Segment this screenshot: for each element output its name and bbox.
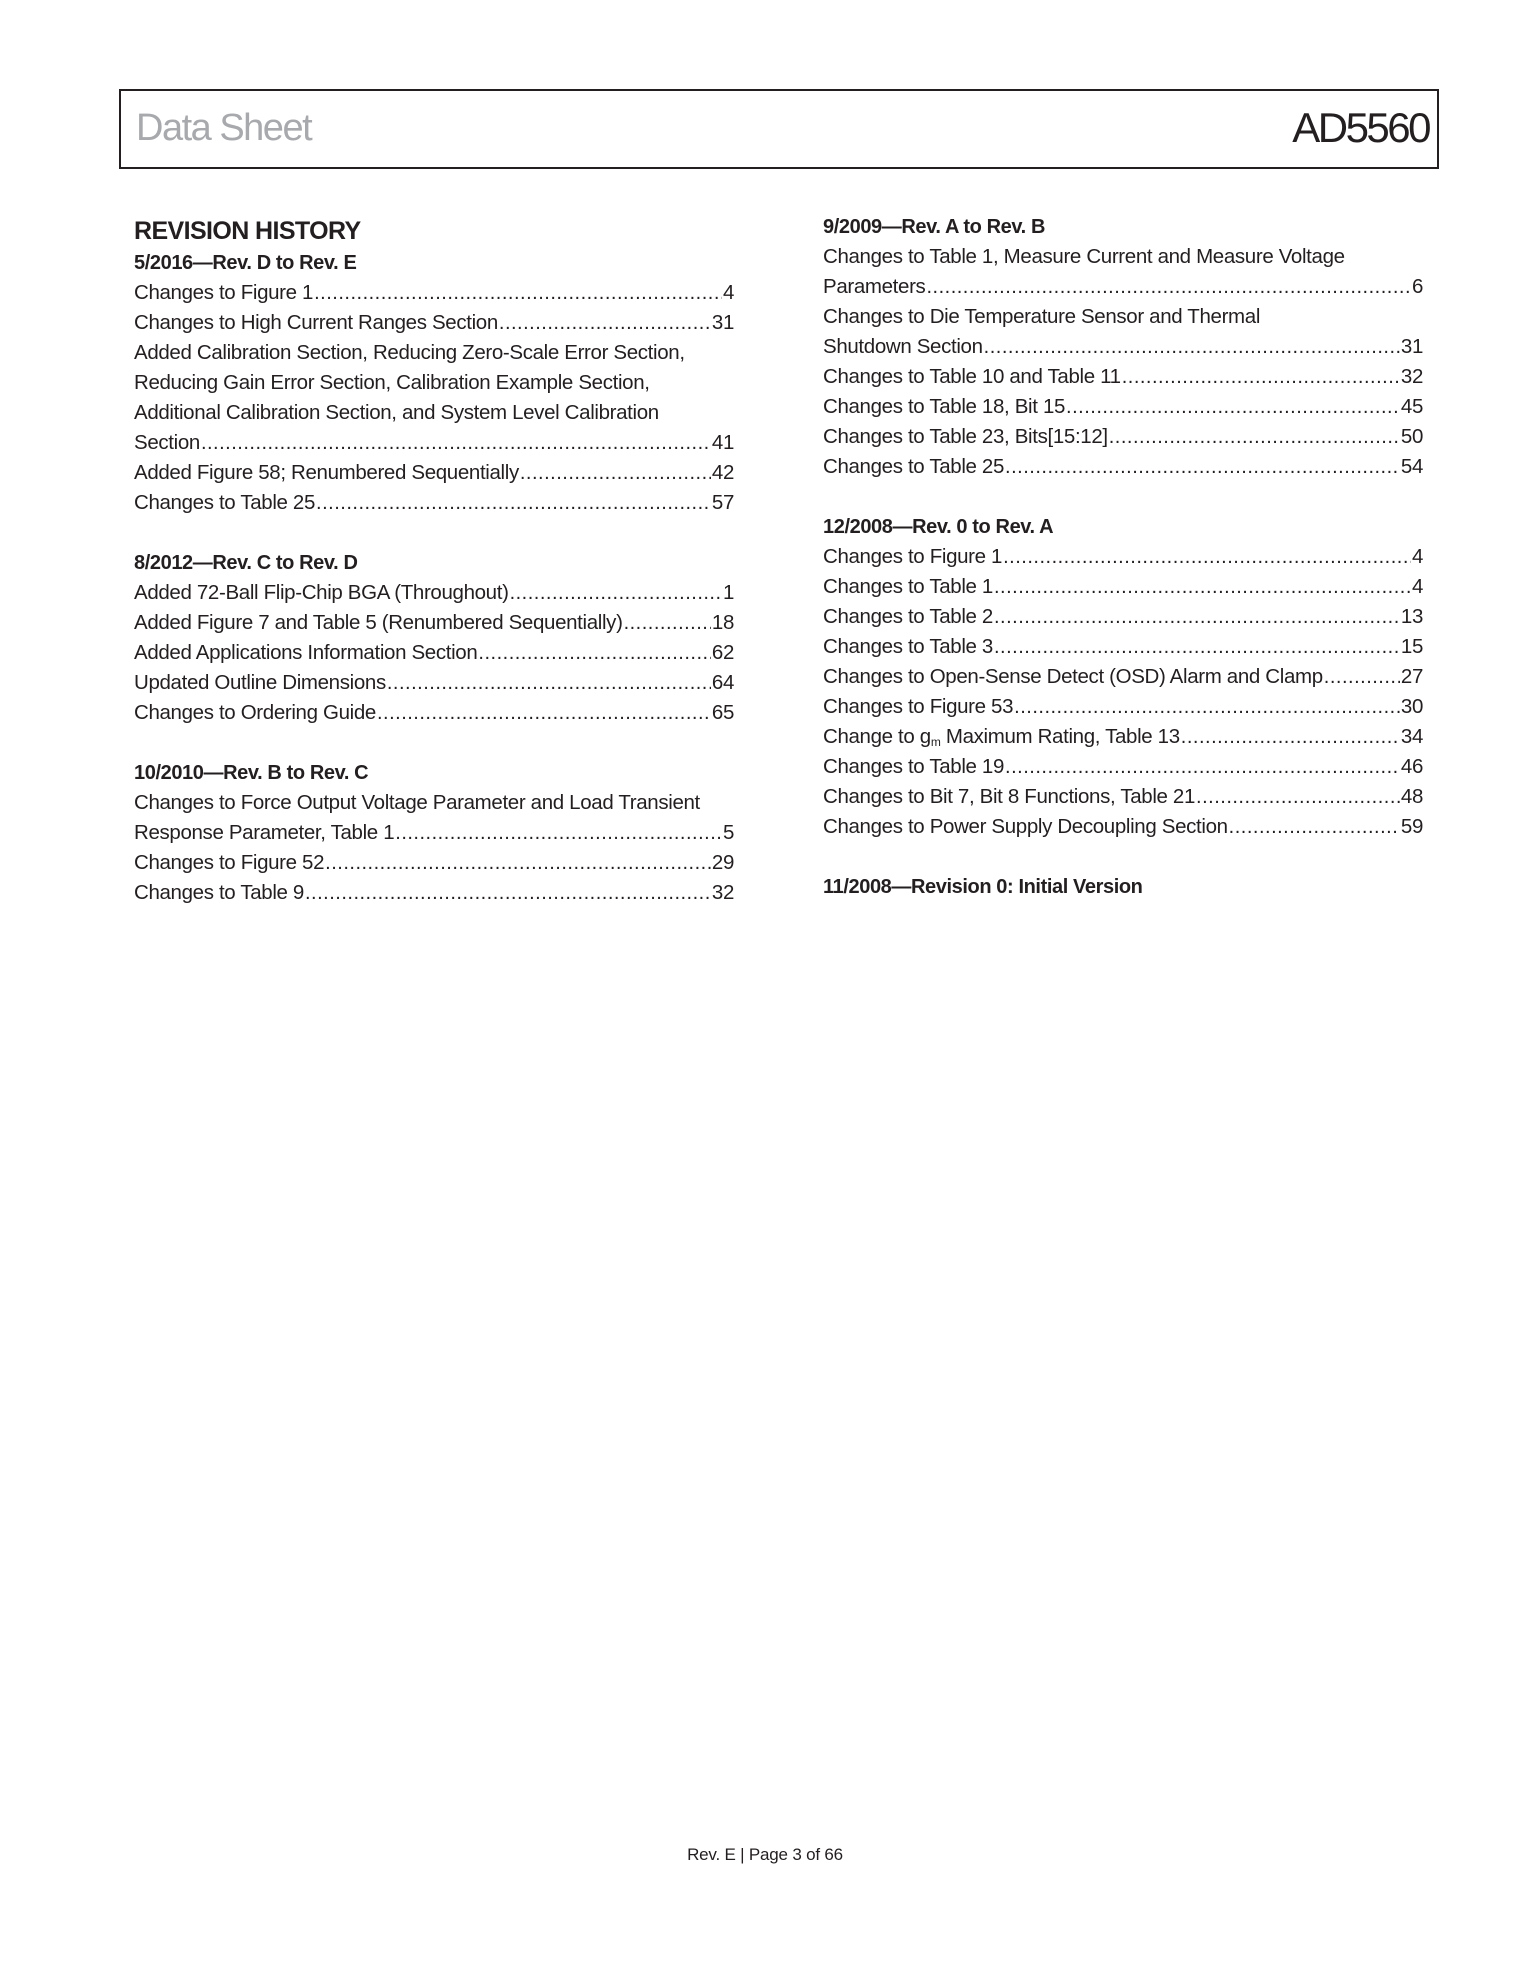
revision-entry xyxy=(134,698,734,728)
page-number: 62 xyxy=(711,641,734,664)
entry-leader-line xyxy=(134,698,734,728)
page-footer: Rev. E | Page 3 of 66 xyxy=(687,1845,843,1864)
revision-entry xyxy=(134,488,734,518)
revision-entry xyxy=(823,602,1423,632)
entry-leader-line xyxy=(823,452,1423,482)
revision-entry xyxy=(823,392,1423,422)
dot-leader xyxy=(478,638,710,668)
section-gap xyxy=(134,728,734,758)
page-number: 42 xyxy=(711,461,734,484)
entry-leader-line xyxy=(823,392,1423,422)
section-title: REVISION HISTORY xyxy=(134,217,361,245)
entry-leader-line xyxy=(134,428,734,458)
entry-description-text: Changes to Table 23, Bits[15:12] xyxy=(823,425,1108,448)
entry-description-text: Changes to Table 18, Bit 15 xyxy=(823,395,1066,418)
revision-heading: 11/2008—Revision 0: Initial Version xyxy=(823,876,1143,898)
revision-entry xyxy=(823,632,1423,662)
page-number: 29 xyxy=(711,851,734,874)
entry-leader-line xyxy=(823,812,1423,842)
dot-leader xyxy=(1066,392,1400,422)
entry-description xyxy=(823,272,925,302)
entry-text-line: Reducing Gain Error Section, Calibration Example Section, xyxy=(134,371,650,394)
dot-leader xyxy=(1003,542,1411,572)
entry-description-text: Changes to Table 9 xyxy=(134,881,304,904)
dot-leader xyxy=(316,488,711,518)
section-gap xyxy=(823,842,1423,872)
entry-leader-line xyxy=(823,362,1423,392)
entry-description xyxy=(134,608,623,638)
revision-entry xyxy=(134,638,734,668)
entry-description-text: Changes to Bit 7, Bit 8 Functions, Table 21 xyxy=(823,785,1196,808)
revision-entry xyxy=(823,572,1423,602)
entry-description-text: Changes to Table 10 and Table 11 xyxy=(823,365,1121,388)
page-number: 31 xyxy=(711,311,734,334)
entry-leader-line xyxy=(823,332,1423,362)
entry-description-text: Changes to Table 19 xyxy=(823,755,1005,778)
dot-leader xyxy=(387,668,711,698)
page-number: 1 xyxy=(722,581,734,604)
dot-leader xyxy=(510,578,722,608)
page-number: 5 xyxy=(722,821,734,844)
entry-description-text: Changes to Figure 53 xyxy=(823,695,1014,718)
entry-description-text: Maximum Rating, Table 13 xyxy=(940,725,1180,748)
revision-entry xyxy=(134,458,734,488)
dot-leader xyxy=(994,602,1400,632)
page-number: 32 xyxy=(711,881,734,904)
entry-leader-line xyxy=(134,668,734,698)
entry-leader-line xyxy=(134,848,734,878)
entry-leader-line xyxy=(134,818,734,848)
revision-heading: 12/2008—Rev. 0 to Rev. A xyxy=(823,516,1054,538)
revision-entry xyxy=(823,782,1423,812)
page-number: 4 xyxy=(1411,575,1423,598)
entry-description-text: Response Parameter, Table 1 xyxy=(134,821,395,844)
entry-leader-line xyxy=(823,662,1423,692)
entry-description-text: Changes to Table 2 xyxy=(823,605,993,628)
entry-description-text: Changes to Figure 52 xyxy=(134,851,325,874)
page-number: 41 xyxy=(711,431,734,454)
entry-description-text: Updated Outline Dimensions xyxy=(134,671,386,694)
dot-leader xyxy=(1122,362,1400,392)
entry-description xyxy=(134,698,376,728)
page-number: 13 xyxy=(1400,605,1423,628)
dot-leader xyxy=(395,818,722,848)
page-number: 30 xyxy=(1400,695,1423,718)
page-number: 59 xyxy=(1400,815,1423,838)
entry-leader-line xyxy=(823,722,1423,752)
entry-description xyxy=(823,692,1013,722)
section-gap xyxy=(134,518,734,548)
entry-text-line: Changes to Table 1, Measure Current and Measure Voltage xyxy=(823,245,1345,268)
dot-leader xyxy=(1181,722,1400,752)
dot-leader xyxy=(994,572,1411,602)
page-number: 64 xyxy=(711,671,734,694)
revision-entry xyxy=(823,692,1423,722)
page-number: 45 xyxy=(1400,395,1423,418)
entry-description-text: Changes to High Current Ranges Section xyxy=(134,311,498,334)
dot-leader xyxy=(305,878,711,908)
dot-leader xyxy=(325,848,711,878)
page-number: 18 xyxy=(711,611,734,634)
revision-entry xyxy=(823,752,1423,782)
entry-description-text: Changes to Ordering Guide xyxy=(134,701,376,724)
revision-heading: 8/2012—Rev. C to Rev. D xyxy=(134,552,358,574)
page-number: 54 xyxy=(1400,455,1423,478)
entry-description xyxy=(134,638,477,668)
revision-entry xyxy=(134,338,734,458)
dot-leader xyxy=(1005,452,1400,482)
page-number: 48 xyxy=(1400,785,1423,808)
page-header xyxy=(119,89,1439,169)
entry-leader-line xyxy=(134,608,734,638)
entry-leader-line xyxy=(823,602,1423,632)
revision-entry xyxy=(823,302,1423,362)
entry-leader-line xyxy=(134,638,734,668)
entry-description xyxy=(823,782,1195,812)
revision-entry xyxy=(134,788,734,848)
dot-leader xyxy=(624,608,711,638)
dot-leader xyxy=(201,428,711,458)
entry-leader-line xyxy=(823,272,1423,302)
revision-entry xyxy=(823,452,1423,482)
entry-description xyxy=(134,848,324,878)
entry-text-line: Changes to Die Temperature Sensor and Thermal xyxy=(823,305,1261,328)
entry-description xyxy=(823,332,983,362)
entry-description-text: Changes to Table 25 xyxy=(134,491,316,514)
dot-leader xyxy=(1324,662,1400,692)
entry-leader-line xyxy=(823,782,1423,812)
entry-description xyxy=(823,362,1121,392)
revision-entry xyxy=(134,608,734,638)
entry-description xyxy=(823,722,1180,752)
entry-leader-line xyxy=(823,572,1423,602)
entry-description-text: Changes to Open-Sense Detect (OSD) Alarm and Clamp xyxy=(823,665,1323,688)
page-number: 65 xyxy=(711,701,734,724)
entry-leader-line xyxy=(823,632,1423,662)
entry-description xyxy=(134,578,509,608)
entry-leader-line xyxy=(823,692,1423,722)
entry-description xyxy=(134,458,519,488)
entry-leader-line xyxy=(823,542,1423,572)
page-number: 6 xyxy=(1411,275,1423,298)
entry-description-text: Added Figure 7 and Table 5 (Renumbered Sequentially) xyxy=(134,611,623,634)
page-number: 32 xyxy=(1400,365,1423,388)
page-number: 4 xyxy=(722,281,734,304)
entry-description xyxy=(823,812,1228,842)
revision-entry xyxy=(823,542,1423,572)
dot-leader xyxy=(1005,752,1400,782)
revision-entry xyxy=(823,242,1423,302)
entry-description xyxy=(823,392,1065,422)
entry-description-text: Changes to Figure 1 xyxy=(134,281,314,304)
entry-description-text: Change to g xyxy=(823,725,931,748)
revision-entry xyxy=(134,848,734,878)
entry-description-text: Added Applications Information Section xyxy=(134,641,478,664)
entry-description xyxy=(134,818,394,848)
entry-description xyxy=(823,662,1323,692)
section-gap xyxy=(823,482,1423,512)
entry-leader-line xyxy=(134,578,734,608)
entry-text-line: Added Calibration Section, Reducing Zero-Scale Error Section, xyxy=(134,341,685,364)
entry-description-text: Shutdown Section xyxy=(823,335,983,358)
entry-description-text: Changes to Table 1 xyxy=(823,575,993,598)
page-number: 27 xyxy=(1400,665,1423,688)
revision-entry xyxy=(134,308,734,338)
entry-description xyxy=(823,542,1002,572)
dot-leader xyxy=(1196,782,1400,812)
revision-entry xyxy=(823,422,1423,452)
page-number: 57 xyxy=(711,491,734,514)
revision-entry xyxy=(134,278,734,308)
dot-leader xyxy=(377,698,711,728)
part-number: AD5560 xyxy=(1292,104,1429,151)
entry-description xyxy=(823,632,993,662)
entry-description xyxy=(134,278,313,308)
entry-description-text: Changes to Table 3 xyxy=(823,635,993,658)
entry-text-line: Additional Calibration Section, and System Level Calibration xyxy=(134,401,659,424)
page-number: 50 xyxy=(1400,425,1423,448)
entry-description xyxy=(134,428,200,458)
revision-heading: 5/2016—Rev. D to Rev. E xyxy=(134,252,357,274)
page-number: 15 xyxy=(1400,635,1423,658)
entry-text-line: Changes to Force Output Voltage Parameter and Load Transient xyxy=(134,791,700,814)
revision-entry xyxy=(134,578,734,608)
entry-leader-line xyxy=(134,488,734,518)
revision-entry xyxy=(823,362,1423,392)
entry-description xyxy=(134,488,315,518)
revision-entry xyxy=(823,812,1423,842)
page-number: 34 xyxy=(1400,725,1423,748)
entry-description-text: Parameters xyxy=(823,275,926,298)
entry-description xyxy=(823,572,993,602)
revision-entry xyxy=(134,878,734,908)
entry-description xyxy=(823,422,1108,452)
dot-leader xyxy=(499,308,711,338)
entry-description xyxy=(134,308,498,338)
entry-description xyxy=(823,752,1004,782)
dot-leader xyxy=(994,632,1400,662)
entry-description xyxy=(134,668,386,698)
entry-leader-line xyxy=(134,278,734,308)
document-type-label: Data Sheet xyxy=(136,107,312,149)
dot-leader xyxy=(1109,422,1400,452)
entry-description-text: Section xyxy=(134,431,200,454)
revision-heading: 9/2009—Rev. A to Rev. B xyxy=(823,216,1046,238)
entry-description-text: Changes to Table 25 xyxy=(823,455,1005,478)
page-number: 46 xyxy=(1400,755,1423,778)
entry-leader-line xyxy=(134,878,734,908)
dot-leader xyxy=(1014,692,1400,722)
page-number: 31 xyxy=(1400,335,1423,358)
dot-leader xyxy=(926,272,1410,302)
dot-leader xyxy=(314,278,722,308)
revision-entry xyxy=(823,662,1423,692)
entry-description xyxy=(134,878,304,908)
right-column xyxy=(823,212,1423,902)
entry-leader-line xyxy=(134,308,734,338)
entry-leader-line xyxy=(823,752,1423,782)
dot-leader xyxy=(1229,812,1400,842)
entry-description-text: Changes to Figure 1 xyxy=(823,545,1003,568)
entry-description xyxy=(823,452,1004,482)
entry-leader-line xyxy=(134,458,734,488)
revision-entry xyxy=(134,668,734,698)
entry-description-text: Added Figure 58; Renumbered Sequentially xyxy=(134,461,519,484)
dot-leader xyxy=(520,458,711,488)
entry-leader-line xyxy=(823,422,1423,452)
entry-description xyxy=(823,602,993,632)
entry-description-text: Added 72-Ball Flip-Chip BGA (Throughout) xyxy=(134,581,509,604)
revision-entry xyxy=(823,722,1423,752)
page-number: 4 xyxy=(1411,545,1423,568)
entry-description-text: Changes to Power Supply Decoupling Section xyxy=(823,815,1228,838)
entry-subscript: m xyxy=(930,735,941,749)
left-column xyxy=(134,212,734,908)
revision-heading: 10/2010—Rev. B to Rev. C xyxy=(134,762,369,784)
dot-leader xyxy=(984,332,1400,362)
